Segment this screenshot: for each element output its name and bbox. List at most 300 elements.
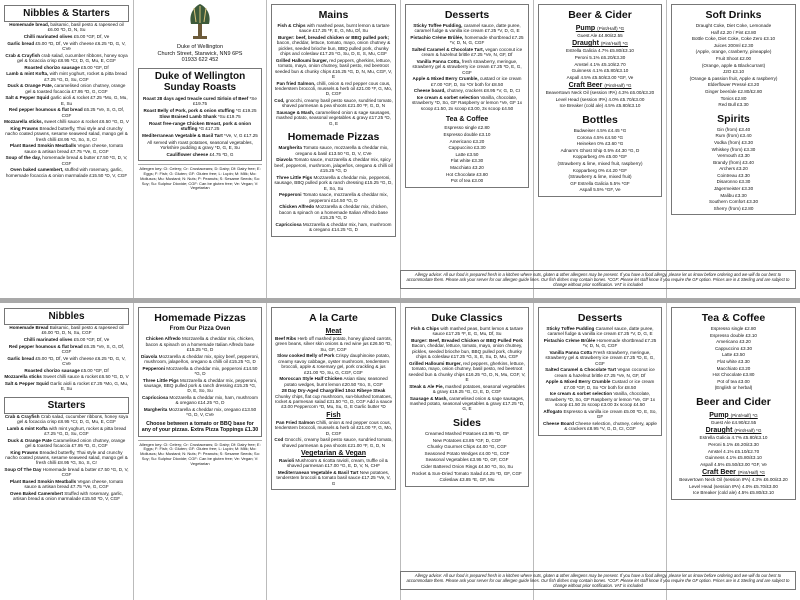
menu-item-name: Soup Of The Day xyxy=(4,467,42,472)
menu-item-desc: £5.00 *GF, Df, Ve xyxy=(73,337,110,342)
menu-item-name: Diavola xyxy=(141,353,158,359)
desserts-list xyxy=(541,326,659,432)
starters-list xyxy=(4,414,129,502)
tea-list xyxy=(674,326,793,391)
menu-item xyxy=(408,23,526,34)
menu-line: Creamed Mashed Potatoes £3.95 *D, GF xyxy=(424,431,509,437)
menu-item xyxy=(274,192,393,203)
menu-item xyxy=(4,53,129,64)
menu-item xyxy=(274,420,393,436)
menu-item-name: Homemade Bread xyxy=(9,325,49,330)
menu-item-desc: balsamic, basil pesto & rapeseed oil £6.00 *D, D, N, Su xyxy=(47,22,124,33)
menu-item-name: Lamb & mint Kofta xyxy=(6,425,48,431)
menu-item-name: Cheese board, xyxy=(413,88,446,94)
menu-item-name: Sausage & Mash, xyxy=(409,395,448,401)
menu-item-desc: stuffed with rosemary, garlic, homemade focaccia & onion marmalade £15.50 *D, V, CGF xyxy=(5,167,128,178)
menu-line: Ice Breaker (cold ale) 4.5% £5.80/£3.10 xyxy=(559,103,641,109)
pump-list xyxy=(674,420,793,425)
menu-item-name: Burger: beef, breaded chicken or BBQ pulled pork; xyxy=(277,35,390,40)
menu-item xyxy=(4,167,129,178)
beer-heading: Beer and Cider xyxy=(696,395,771,408)
menu-line: Cappuccino £3.30 xyxy=(448,145,486,151)
draught-list xyxy=(674,435,793,467)
beer-heading: Beer & Cider xyxy=(568,9,632,21)
menu-item-desc: £5.00 *GF, Df xyxy=(81,367,109,373)
menu-item-desc: *Su £19.75 xyxy=(218,114,241,120)
allergy-advice: Allergy advice: All our food is prepared fresh in a kitchen where nuts, gluten & other allergens may be present. If you have a food allergy, please let us know before ordering and we will do our best to accommodate them. Please ask your server for our allergen guide lines. Our fish dishes may contain bones. *CGF: Please let staff know if you require the GF option. Prices are in £ Sterling and are subject to change without prior notification. VAT is included xyxy=(400,571,796,590)
menu-line: Beavertown Neck Oil (session IPA) 4.3% £6.00/£3.20 xyxy=(679,477,788,483)
menu-line: Macchiato £3.20 xyxy=(450,164,484,170)
menu-line: Espresso double £3.10 xyxy=(443,132,491,137)
classics-list xyxy=(408,326,526,412)
menu-item-name: Ravioli xyxy=(279,458,295,464)
menu-item-name: Sticky Toffee Pudding xyxy=(546,326,595,331)
menu-item-name: Cauliflower cheese xyxy=(166,151,209,157)
menu-item-name: King Prawns xyxy=(10,449,39,455)
menu-item-name: Burger: Beef, Breaded Chicken or BBQ Pulled Pork xyxy=(411,338,523,343)
menu-item-name: Duck & Orange Pate xyxy=(7,437,52,443)
menu-item xyxy=(541,379,659,390)
pizzas-panel xyxy=(133,303,266,600)
menu-item-name: Crab & Crayfish xyxy=(5,52,41,58)
nibbles-panel xyxy=(0,303,133,600)
menu-item-desc: red peppers, gherkins, lettuce, tomato, mayo, onion chutney, basil pesto, red beetroot seeded bun & chunky chips £16.25 *G, D, N, Mu, CGF, V, E xyxy=(274,57,393,80)
menu-line: Estrella Galicia 4.7% £5.80/£3.10 xyxy=(566,48,634,54)
menu-item xyxy=(4,126,129,142)
bottom-desserts-panel xyxy=(533,303,666,600)
menu-item-desc: £6.25 *Ve, S, G, Df, CGF xyxy=(61,107,125,118)
menu-item xyxy=(4,65,129,70)
menu-item-name: Vanilla Panna Cotta xyxy=(549,350,593,355)
menu-item-name: Three Little Pigs xyxy=(142,377,179,383)
menu-item xyxy=(4,491,129,502)
menu-item-name: Fish & Chips xyxy=(277,23,306,28)
menu-line: Cappuccino £3.30 xyxy=(714,345,753,351)
menu-line: Estrella Galicia 4.7% £5.80/£3.10 xyxy=(699,435,768,441)
menu-item-name: Salted Caramel & Chocolate Tart, xyxy=(411,47,484,52)
menu-item-desc: £6.25 *Ve, S, G, Df, CGF xyxy=(61,343,125,354)
menu-item-name: Slow cooked Belly of Pork xyxy=(276,353,335,359)
nibbles-list xyxy=(4,325,129,392)
menu-item xyxy=(141,336,259,352)
tea-heading: Tea & Coffee xyxy=(445,116,489,124)
menu-item-desc: Vanilla, chocolate, strawberry *D, So, GF Raspberry or lemon *Ve, GF 1x scoop £1.50 2x scoop £3.00 3x scoop £4.50 xyxy=(544,391,656,408)
menu-item xyxy=(274,35,393,57)
menu-item-name: Soup of the day, xyxy=(5,155,41,161)
menu-item xyxy=(541,350,659,366)
menu-line: Macchiato £3.20 xyxy=(716,365,751,371)
menu-item-name: Chilli marinated olives xyxy=(23,34,73,39)
menu-item xyxy=(274,23,393,34)
menu-item xyxy=(4,479,129,490)
menu-item-desc: Mozzarella & cheddar mix, chicken, bacon & spinach on a homemade Italian Alfredo base £15.25 *G, D xyxy=(279,204,388,221)
top-menu-sheet xyxy=(0,0,800,298)
menu-item xyxy=(4,374,129,379)
menu-line: Seasonal Vegetables £3.95 *D, GF, CGF xyxy=(425,457,509,463)
menu-item-desc: *Se £19.75 xyxy=(192,95,257,107)
menu-item xyxy=(4,41,129,52)
craft-unit: (Pint/Half) *G xyxy=(737,470,765,476)
menu-line: (Apple, orange, cranberry, pineapple) xyxy=(695,49,772,55)
menu-item-name: Mediterranean Vegetable & Basil Tart xyxy=(277,470,359,476)
menu-line: Hot Chocolate £3.80 xyxy=(446,171,488,177)
menu-item-name: Grilled Halloumi Burger, xyxy=(409,360,462,366)
pizza-list xyxy=(274,145,393,232)
sides-heading: Sides xyxy=(452,417,481,430)
draught-unit: (Pint/Half) *G xyxy=(734,428,762,434)
menu-line: Guinness 4.1% £5.80/£3.10 xyxy=(705,455,762,461)
menu-item xyxy=(4,119,129,124)
menu-line: (Orange & passion fruit, Apple & raspberry) xyxy=(689,75,778,81)
menu-item-desc: Espresso & vanilla ice cream £5.00 *D, E, So, GF xyxy=(563,408,657,420)
menu-item-desc: Vegan cheese, tomato sauce & artisan bread £7.75 *Ve, G, CGF xyxy=(24,143,124,154)
roasts-heading: Duke of Wellington Sunday Roasts xyxy=(154,70,246,93)
menu-item-desc: crab salad, cucumber ribbons, honey soya gel & focaccia crisp £8.95 *Cr, D, G, Mu, E, CGF xyxy=(17,52,128,63)
menu-item-desc: bacon, cheddar, lettuce, tomato, mayo, onion chutney & pickles, seeded brioche bun, BBQ pulled pork, chunky chips and coleslaw £17.25 *G, Su, D, E, S, Mu, CGF xyxy=(276,40,391,57)
menu-item xyxy=(408,47,526,58)
menu-item-name: Red pepper houmous & flat bread xyxy=(8,343,83,349)
menu-item-name: Slow Braised Lamb Shank xyxy=(159,114,217,120)
menu-item-desc: with mint yoghurt, rocket & pitta bread £7.25 *G, D, Su, CGF xyxy=(44,425,127,436)
pizza-choose-note: Choose between a tomato or BBQ base for any of your pizzas. Extra Pizza Toppings £1.30 xyxy=(141,420,259,434)
veg-list xyxy=(274,458,393,486)
menu-line: Vodka (from) £3.30 xyxy=(713,139,754,145)
menu-item xyxy=(4,414,129,425)
draught-heading: Draught (Pint/Half) *G xyxy=(572,40,628,48)
craft-heading: Craft Beer (Pint/Half) *G xyxy=(702,469,765,477)
menu-item-desc: *Ve, V, G £17.25 xyxy=(224,132,258,138)
menu-line: Corona 4.5% £4.50 *G xyxy=(576,134,624,140)
menu-item-desc: £4.75 *D, G xyxy=(209,151,234,157)
menu-item-name: Beef Ribs xyxy=(275,336,297,341)
menu-item-desc: red peppers, gherkins, lettuce, tomato, mayo, onion chutney, basil pesto, red beetroot seeded bun & chunky chips £16.25 *G, D, N, Mu, CGF, V, E xyxy=(408,360,526,383)
menu-item-name: Roast 28 days aged treacle cured Sirloin of Beef xyxy=(143,95,249,101)
menu-item-desc: £5.00 *D, Df, Ve with cheese £6.25 *D, G, V, CVe xyxy=(35,40,126,51)
menu-item xyxy=(141,114,259,119)
menu-item-name: Chilli marinated olives xyxy=(23,337,73,342)
menu-line: Coleslaw £3.85 *E, GF, Mu xyxy=(439,477,495,483)
desserts-box xyxy=(405,4,529,188)
menu-item-name: Cheese Board xyxy=(543,420,574,426)
starters-heading: Starters xyxy=(4,397,129,414)
menu-item xyxy=(141,354,259,365)
menu-line: (Strawberry & lime, mixed fruit, raspberry) xyxy=(557,160,643,166)
menu-item-desc: Caramelised onion chutney, orange gel & toasted focaccia £7.95 *D, G, CGF xyxy=(25,437,126,448)
menu-item xyxy=(541,367,659,378)
menu-item-desc: All served with roast potatoes, seasonal vegetables, Yorkshire pudding & gravy *D, G, E, Su xyxy=(147,139,253,150)
menu-item xyxy=(541,338,659,349)
menu-item xyxy=(4,95,129,106)
menu-line: Adnam's Ghost Ship 0.5% £4.30 *G, D xyxy=(560,147,640,153)
menu-item xyxy=(4,71,129,82)
pump-unit: (Pint/Half) *G xyxy=(597,26,625,31)
menu-item xyxy=(274,98,393,109)
menu-line: J2O £3.10 xyxy=(722,69,745,75)
menu-line: Espresso single £2.80 xyxy=(710,326,757,331)
menu-item-desc: fresh strawberry, meringue, strawberry gel & strawberry ice cream £7.25 *D, E, G, CGF xyxy=(412,59,522,75)
menu-line: Malibu £3.30 xyxy=(720,192,747,198)
bottom-drinks-box xyxy=(671,307,796,500)
menu-line: Amstel 4.1% £5.10/£2.70 xyxy=(574,61,626,67)
menu-item-desc: Mozzarella & cheddar mix, ham, mushroom & oregano £14.25 *G, D xyxy=(169,395,258,406)
menu-item xyxy=(141,407,259,418)
bottles-heading: Bottles xyxy=(582,113,618,126)
menu-item xyxy=(4,381,129,392)
meat-list xyxy=(274,336,393,410)
menu-item xyxy=(541,421,659,432)
nibbles-starters-panel xyxy=(0,0,133,298)
menu-item xyxy=(4,22,129,33)
menu-line: New Potatoes £3.85 *GF, D, CGF xyxy=(432,437,502,443)
menu-item xyxy=(274,470,393,486)
pizza-list xyxy=(141,336,259,418)
menu-item-desc: chilli, onion & red pepper cous cous, tenderstem broccoli, mussels & herb oil £21.00 *F, G, Mo, D, CGF xyxy=(274,80,393,97)
menu-line: Beavertown Neck Oil (session IPA) 4.3% £6.00/£3.20 xyxy=(545,90,655,96)
pizza-heading: Homemade Pizzas xyxy=(287,131,380,144)
soft-box xyxy=(671,4,796,215)
menu-line: Ice Breaker (cold ale) 4.5% £5.80/£3.10 xyxy=(693,490,774,496)
menu-line: Americano £3.20 xyxy=(716,339,751,345)
menu-item-name: King Prawns xyxy=(10,125,39,131)
desserts-list xyxy=(408,23,526,111)
menu-item-name: Capricciosa xyxy=(275,221,302,227)
menu-item-name: Duck & Orange Pate, xyxy=(7,83,53,89)
desserts-heading: Desserts xyxy=(444,9,490,21)
menu-line: Kopparberg 4% £5.00 *GF xyxy=(572,154,628,160)
menu-item-desc: Custard or ice cream £7.00 *GF, D, So *Or both for £8.50 xyxy=(563,379,655,390)
menu-item-name: Pistachio Crème Brûlée, xyxy=(410,35,464,40)
craft-list xyxy=(674,477,793,496)
menu-item-name: Mediterranean Vegetable & Basil Tart xyxy=(142,132,223,138)
menu-line: Aspall 5.5% *GF, Ve xyxy=(579,187,621,193)
menu-item-name: Diavola xyxy=(276,157,293,163)
menu-item xyxy=(141,96,259,107)
menu-item xyxy=(4,34,129,39)
menu-item-name: Roast free-range Chicken Breast, pork & onion stuffing xyxy=(148,120,252,132)
menu-item xyxy=(141,395,259,406)
menu-line: (Orange, apple & Blackcurrant) xyxy=(701,62,766,68)
menu-line: Disaronno £3.30 xyxy=(716,179,751,185)
menu-item-desc: Vegan coconut ice cream & hazelnut brittle £7.25 *Ve, N, GF, Df xyxy=(554,367,655,378)
pump-heading: Pump (Pint/Half) *G xyxy=(709,411,758,419)
pizzas-heading: Homemade Pizzas xyxy=(154,312,246,324)
menu-item-name: Sausage & Mash, xyxy=(276,110,315,116)
menu-item-name: Oven Baked Camembert xyxy=(9,491,63,496)
menu-line: Americano £3.20 xyxy=(449,138,485,144)
section-heading: Nibbles & Starters xyxy=(4,5,129,22)
pump-list xyxy=(541,33,659,38)
menu-item-desc: Mozzarella & cheddar mix, pepperoni, sausage, BBQ pulled pork & ranch dressing £15.25 *G, D, E, So, Su xyxy=(274,174,393,191)
pizzas-subheading: From Our Pizza Oven xyxy=(169,326,231,332)
menu-item xyxy=(541,326,659,337)
menu-line: Fruit Shoot £2.00 xyxy=(715,55,752,61)
soft-list xyxy=(674,23,793,108)
desserts-panel xyxy=(400,0,533,298)
craft-unit: (Pint/Half) *G xyxy=(604,83,632,89)
menu-item-desc: with mashed peas, burnt lemon & tartare sauce £17.25 *F, E, G, Mu, Df, Su xyxy=(432,326,524,337)
menu-item-name: Lamb & mint Kofta, xyxy=(6,71,49,77)
menu-item-desc: gnocchi, creamy basil pesto sauce, sundried tomato, shaved parmesan & pea shoots £21.00 *F, G, D, N xyxy=(281,98,393,109)
menu-line: Seasoned Potato Wedges £4.00 *G, CGF xyxy=(424,450,510,456)
nibbles-heading: Nibbles xyxy=(4,308,129,325)
menu-item xyxy=(408,326,526,337)
menu-item-desc: with mint yoghurt, rocket & pitta bread £7.25 *G, D, Su, CGF xyxy=(44,71,127,82)
menu-line: Level Head (session IPA) 4.0% £5.70/£3.00 xyxy=(689,483,778,489)
menu-item xyxy=(274,376,393,387)
mains-heading: Mains xyxy=(318,9,349,21)
draught-unit: (Pint/Half) *G xyxy=(600,41,628,47)
menu-item-desc: £5.00 *GF, Df xyxy=(81,64,109,70)
menu-item-desc: Tomato sauce, mozzarella & cheddar mix, spicy beef, pepperoni, mushroom, jalapeños, oregano & chilli oil £15.25 *G, D xyxy=(274,157,393,174)
allergy-advice: Allergy advice: All our food is prepared fresh in a kitchen where nuts, gluten & other allergens may be present. If you have a food allergy, please let us know before ordering and we will do our best to accommodate them. Please ask your server for our allergen guide lines. Our fish dishes may contain bones. *CGF: Please let staff know if you require the GF option. Prices are in £ Sterling and are subject to change without prior notification. VAT is included xyxy=(400,270,796,289)
menu-item-desc: New potatoes, tenderstem broccoli & tomato basil sauce £17.25 *Ve, V, G xyxy=(276,470,391,486)
menu-item-name: Steak & Ale Pie, xyxy=(409,383,444,389)
menu-item xyxy=(4,143,129,154)
craft-heading: Craft Beer (Pint/Half) *G xyxy=(568,82,632,90)
mains-panel xyxy=(266,0,400,298)
menu-item xyxy=(4,450,129,466)
menu-item-desc: caramelised onion & sage sausages, mashed potato, seasonal vegetables & gravy £17.25 *D, G, E xyxy=(276,110,391,126)
roast-list xyxy=(141,96,259,157)
menu-item-name: Garlic bread xyxy=(7,40,35,46)
menu-line: Sherry (from) £2.80 xyxy=(713,205,754,211)
menu-line: Bottle Coke, Diet Coke, Coke Zero £3.10 xyxy=(691,36,776,42)
menu-item-name: Mozzarella sticks xyxy=(4,374,42,380)
menu-item xyxy=(408,384,526,395)
menu-item-desc: Balsamic, basil pesto & rapeseed oil £6.00 *D, D, N, Su, CGF xyxy=(41,325,124,336)
menu-item xyxy=(141,140,259,151)
menu-item-name: Cod xyxy=(274,437,284,443)
menu-line: Whiskey (from) £3.30 xyxy=(711,146,756,152)
menu-item-name: Salt & Pepper Squid xyxy=(4,380,49,386)
lamp-logo-icon xyxy=(186,2,214,42)
menu-item-name: Pepperoni xyxy=(279,192,302,198)
menu-item xyxy=(408,88,526,93)
menu-line: Chunky Gourmet Chips £4.00 *G, CGF xyxy=(427,444,507,450)
menu-item xyxy=(541,409,659,420)
menu-line: Latte £3.50 xyxy=(722,352,745,358)
allergen-key: Allergen key: Cl: Celery; Cr: Crustaceans; D: Dairy; Df: Dairy free; E: Eggs; F: Fish; G: Gluten; GF: Gluten free; L: Lupin; M: Milk; Mo: Molluscs; Mu: Mustard; N: Nuts; P: Peanuts; S: Sesame Seeds; So: Soy; Su: Sulphur Dioxide; CGF: Can be gluten free; Ve: Vegan; V: Vegetarian xyxy=(139,166,261,191)
menu-line: Flat white £3.30 xyxy=(717,358,750,364)
bottom-desserts-box xyxy=(538,307,662,436)
menu-item-name: Ice cream & sorbet selection xyxy=(549,391,613,397)
soft-panel xyxy=(666,0,800,298)
menu-line: Gin (from) £3.40 xyxy=(716,126,751,132)
menu-item xyxy=(408,396,526,412)
menu-item xyxy=(4,344,129,355)
menu-item xyxy=(274,175,393,191)
roasts-box xyxy=(138,68,262,161)
menu-item xyxy=(141,378,259,394)
menu-line: Espresso double £3.10 xyxy=(710,332,757,338)
menu-item-desc: Asian slaw, seasoned potato wedges, burnt lemon £20.50 *So, S, CGF xyxy=(284,376,388,387)
menu-item xyxy=(408,76,526,87)
menu-item-desc: Crab salad, cucumber ribbons, honey soya gel & focaccia crisp £8.95 *Cr, D, G, Mu, E, CGF xyxy=(17,413,129,424)
menu-item-desc: chutney, crackers £8.95 *V, G, D, CI xyxy=(446,88,521,94)
menu-item-desc: homemade bread & butter £7.50 *G, D, V, CGF xyxy=(42,155,128,166)
menu-item-name: Oven baked camembert, xyxy=(10,167,64,173)
menu-item-desc: Vegan cheese, tomato sauce & artisan bread £7.75 *Ve, G, CGF xyxy=(24,479,124,490)
menu-line: Cider Battered Onion Rings £4.50 *G, So, Su xyxy=(421,464,513,469)
mains-box xyxy=(271,4,396,237)
menu-item xyxy=(4,337,129,342)
menu-item xyxy=(541,391,659,407)
menu-item-name: Plant Based Smokin Meatballs xyxy=(9,143,77,149)
alacarte-box xyxy=(271,307,396,490)
bottom-menu-sheet xyxy=(0,303,800,600)
menu-item xyxy=(408,338,526,360)
menu-item-name: Roasted chorizo sausage xyxy=(24,64,80,70)
veg-heading: Vegetarian & Vegan xyxy=(301,450,366,458)
pub-phone: 01933 622 452 xyxy=(181,57,219,64)
menu-item-desc: Mozzarella & cheddar mix, spicy beef, pepperoni, mushroom, jalapeños, oregano & chilli oil £15.25 *G, D xyxy=(144,353,259,364)
menu-item-name: Capricciosa xyxy=(142,395,169,400)
menu-item xyxy=(408,35,526,46)
menu-item xyxy=(274,204,393,220)
menu-item-name: Roast Belly of Pork, pork & onion stuffing xyxy=(143,107,235,113)
item-list xyxy=(4,22,129,178)
menu-line: Red Bull £3.30 xyxy=(718,102,749,108)
menu-item-name: Crab & Crayfish xyxy=(4,413,40,419)
menu-item xyxy=(4,426,129,437)
menu-line: Espresso single £2.80 xyxy=(444,125,490,131)
pub-address: Church Street, Stanwick, NN9 6PS xyxy=(157,50,243,57)
menu-line: Latte £3.50 xyxy=(455,151,479,157)
classics-panel xyxy=(400,303,533,600)
menu-line: Guest Ale £4.90/£2.55 xyxy=(577,33,623,38)
menu-line: GF Estrella Galicia 5.5% *GF xyxy=(570,180,630,186)
menu-item xyxy=(4,356,129,367)
menu-item-desc: Crispy dauphinoise potato, creamy savoy cabbage, oyster mushroom, tenderstem broccoli, apple & rosemary gel, pork crackling & jus £21.00 *D, Su, G, CGF, CGF xyxy=(278,353,391,375)
menu-item-name: Apple & Mixed Berry Crumble, xyxy=(412,76,479,82)
beer-panel xyxy=(533,0,666,298)
menu-item xyxy=(274,353,393,375)
menu-item xyxy=(141,152,259,157)
menu-line: Tonics £2.80 xyxy=(720,95,747,101)
mains-list xyxy=(274,23,393,126)
menu-item-name: Salted Caramel & Chocolate Tart xyxy=(545,367,617,373)
bottles-list xyxy=(541,128,659,193)
menu-item-desc: *G £19.25 xyxy=(235,107,257,113)
menu-item-desc: Mozzarella & cheddar mix, ham, mushroom & oregano £14.25 *G, D xyxy=(302,221,392,233)
menu-item-desc: Mozzarella & cheddar mix, pepperoni, sausage, BBQ pulled pork & ranch dressing £15.25 *G, D, E, So, Su xyxy=(143,377,258,394)
menu-item-desc: garlic aioli & rocket £7.25 *Mo, G, Mu, E, Su xyxy=(50,95,128,106)
menu-item-name: Pistachio Crème Brûlée xyxy=(543,338,596,343)
menu-line: Hot Chocolate £3.80 xyxy=(712,372,755,378)
menu-line: Budweiser 4.5% £4.45 *G xyxy=(573,127,627,133)
menu-item xyxy=(408,361,526,383)
menu-line: Juices 200ml £2.30 xyxy=(713,42,754,48)
menu-item-desc: caramelised onion chutney, orange gel & toasted focaccia £7.95 *D, G, CGF xyxy=(25,83,126,94)
menu-line: Half £2.20 / Pint £3.80 xyxy=(710,29,757,35)
menu-item-name: Three Little Pigs xyxy=(276,174,313,180)
alacarte-panel xyxy=(266,303,400,600)
classics-heading: Duke Classics xyxy=(431,312,503,324)
menu-item xyxy=(274,157,393,173)
tea-heading: Tea & Coffee xyxy=(701,312,766,324)
menu-item xyxy=(141,121,259,132)
menu-line: Archers £3.20 xyxy=(719,166,748,172)
menu-item xyxy=(4,438,129,449)
sides-list xyxy=(408,431,526,483)
menu-item-desc: Chunky chips, flat cup mushroom, sun-blushed tomatoes, rocket & parmesan salad £31.50 *G, D, CGF Add a sauce £3.00 Peppercorn *D, Mu, Su, G, E Garlic butter *D xyxy=(274,393,393,410)
menu-item-name: Ice cream & sorbet selection xyxy=(416,95,480,100)
bottom-drinks-panel xyxy=(666,303,800,600)
draught-list xyxy=(541,48,659,80)
menu-item-desc: Stuffed with rosemary, garlic, artisan bread & onion marmalade £15.50 *D, V, CGF xyxy=(12,491,124,502)
menu-item-desc: *G £17.25 xyxy=(198,126,220,132)
menu-item xyxy=(274,437,393,448)
